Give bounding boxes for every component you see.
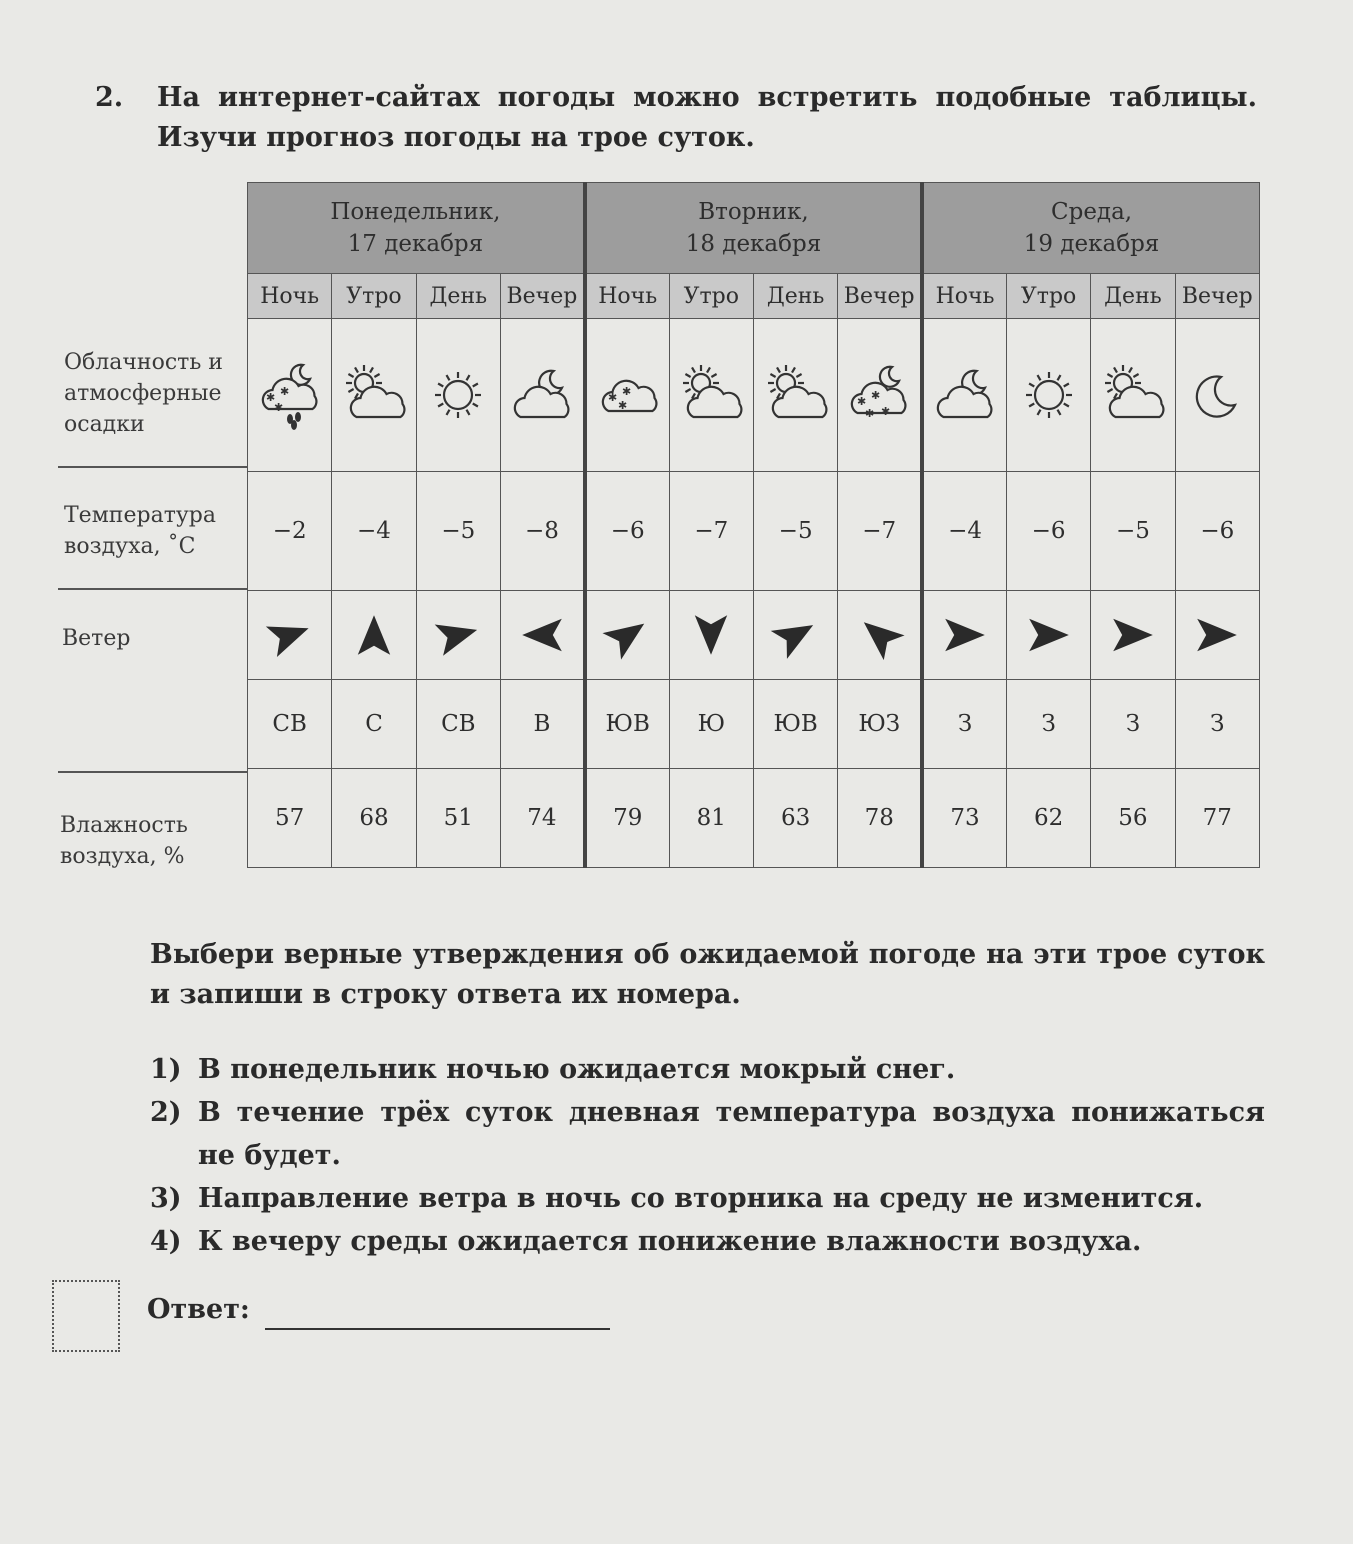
cloud-cell bbox=[838, 319, 922, 472]
cloud-cell bbox=[1006, 319, 1090, 472]
answer-label: Ответ: bbox=[147, 1294, 250, 1325]
part-header: Утро bbox=[1006, 274, 1090, 319]
row-label-wind: Ветер bbox=[62, 626, 131, 651]
moon-icon bbox=[1181, 359, 1253, 431]
sun-icon bbox=[1013, 359, 1085, 431]
cloud-cell bbox=[753, 319, 837, 472]
row-label-temp: Температура воздуха, ˚С bbox=[64, 503, 217, 559]
part-header: День bbox=[416, 274, 500, 319]
task-number: 2. bbox=[95, 82, 124, 113]
wind-arrow-cell bbox=[500, 591, 584, 680]
option-3: 3) Направление ветра в ночь со вторника на среду не изменится. bbox=[150, 1183, 1204, 1214]
wind-arrow-cell bbox=[416, 591, 500, 680]
svg-text:✱: ✱ bbox=[273, 401, 283, 414]
score-box bbox=[52, 1280, 120, 1352]
sun-icon bbox=[422, 359, 494, 431]
arrow-icon bbox=[769, 608, 823, 662]
svg-text:✱: ✱ bbox=[617, 399, 627, 412]
cloud-snow-icon bbox=[592, 359, 664, 431]
moon-cloud-icon bbox=[929, 359, 1001, 431]
wind-arrow-cell bbox=[922, 591, 1006, 680]
humidity-cell: 78 bbox=[838, 769, 922, 868]
humidity-cell: 62 bbox=[1006, 769, 1090, 868]
row-divider bbox=[58, 588, 248, 590]
cloud-cell bbox=[585, 319, 669, 472]
day-header bbox=[585, 183, 922, 274]
cloud-cell bbox=[922, 319, 1006, 472]
arrow-icon bbox=[684, 608, 738, 662]
wind-dir-cell: Ю bbox=[669, 680, 753, 769]
row-divider bbox=[58, 466, 248, 468]
part-header: Утро bbox=[669, 274, 753, 319]
answer-input-line[interactable] bbox=[265, 1328, 610, 1330]
wind-dir-cell: В bbox=[500, 680, 584, 769]
day-name: Вторник, bbox=[698, 199, 809, 225]
cloud-moon-snow-rain-icon bbox=[254, 359, 326, 431]
part-header: День bbox=[1091, 274, 1175, 319]
svg-text:✱: ✱ bbox=[265, 391, 275, 404]
wind-arrow-cell bbox=[1175, 591, 1259, 680]
svg-text:✱: ✱ bbox=[881, 405, 891, 418]
humidity-cell: 56 bbox=[1091, 769, 1175, 868]
humidity-cell: 51 bbox=[416, 769, 500, 868]
wind-dir-cell: СВ bbox=[248, 680, 332, 769]
options-list bbox=[150, 1048, 1265, 1263]
humidity-cell: 57 bbox=[248, 769, 332, 868]
cloud-cell bbox=[1175, 319, 1259, 472]
moon-cloud-icon bbox=[506, 359, 578, 431]
cloud-cell bbox=[1091, 319, 1175, 472]
cloud-moon-snow-icon bbox=[843, 359, 915, 431]
temp-cell: −8 bbox=[500, 472, 584, 591]
day-name: Среда, bbox=[1051, 199, 1133, 225]
row-divider bbox=[58, 771, 248, 773]
temp-cell: −6 bbox=[1006, 472, 1090, 591]
part-header: Утро bbox=[332, 274, 416, 319]
svg-text:✱: ✱ bbox=[279, 385, 289, 398]
option-4: 4) К вечеру среды ожидается понижение влажности воздуха. bbox=[150, 1226, 1142, 1257]
wind-dir-cell: СВ bbox=[416, 680, 500, 769]
wind-arrow-cell bbox=[838, 591, 922, 680]
svg-text:✱: ✱ bbox=[621, 385, 631, 398]
arrow-icon bbox=[1022, 608, 1076, 662]
temp-cell: −5 bbox=[416, 472, 500, 591]
arrow-icon bbox=[938, 608, 992, 662]
option-1: 1) В понедельник ночью ожидается мокрый снег. bbox=[150, 1054, 956, 1085]
humidity-cell: 68 bbox=[332, 769, 416, 868]
svg-text:✱: ✱ bbox=[857, 395, 867, 408]
wind-arrow-cell bbox=[753, 591, 837, 680]
arrow-icon bbox=[431, 608, 485, 662]
arrow-icon bbox=[1106, 608, 1160, 662]
row-label-humidity: Влажность воздуха, % bbox=[60, 813, 188, 869]
day-date: 19 декабря bbox=[1023, 231, 1160, 257]
wind-arrow-cell bbox=[669, 591, 753, 680]
wind-dir-cell: З bbox=[1006, 680, 1090, 769]
arrow-icon bbox=[263, 608, 317, 662]
cloud-cell bbox=[332, 319, 416, 472]
temp-cell: −2 bbox=[248, 472, 332, 591]
day-date: 17 декабря bbox=[347, 231, 484, 257]
humidity-cell: 73 bbox=[922, 769, 1006, 868]
temp-cell: −6 bbox=[1175, 472, 1259, 591]
humidity-cell: 74 bbox=[500, 769, 584, 868]
question-text: Выбери верные утверждения об ожидаемой погоде на эти трое суток и запиши в строку ответа их номера. bbox=[150, 939, 1265, 1010]
part-header: Ночь bbox=[248, 274, 332, 319]
sun-cloud-icon bbox=[760, 359, 832, 431]
svg-text:✱: ✱ bbox=[871, 389, 881, 402]
arrow-icon bbox=[515, 608, 569, 662]
wind-arrow-cell bbox=[332, 591, 416, 680]
forecast-table bbox=[247, 182, 1260, 868]
humidity-cell: 77 bbox=[1175, 769, 1259, 868]
temp-cell: −4 bbox=[332, 472, 416, 591]
arrow-icon bbox=[601, 608, 655, 662]
part-header: Вечер bbox=[838, 274, 922, 319]
temp-cell: −7 bbox=[669, 472, 753, 591]
part-header: Ночь bbox=[922, 274, 1006, 319]
sun-cloud-icon bbox=[338, 359, 410, 431]
arrow-icon bbox=[347, 608, 401, 662]
sun-cloud-icon bbox=[1097, 359, 1169, 431]
row-label-clouds: Облачность и атмосферные осадки bbox=[64, 350, 223, 437]
svg-text:✱: ✱ bbox=[607, 391, 617, 404]
part-header: Вечер bbox=[1175, 274, 1259, 319]
part-header: Ночь bbox=[585, 274, 669, 319]
arrow-icon bbox=[852, 608, 906, 662]
wind-dir-cell: ЮЗ bbox=[838, 680, 922, 769]
wind-dir-cell: С bbox=[332, 680, 416, 769]
cloud-cell bbox=[669, 319, 753, 472]
part-header: Вечер bbox=[500, 274, 584, 319]
wind-arrow-cell bbox=[248, 591, 332, 680]
arrow-icon bbox=[1190, 608, 1244, 662]
humidity-cell: 63 bbox=[753, 769, 837, 868]
day-header bbox=[248, 183, 585, 274]
humidity-cell: 79 bbox=[585, 769, 669, 868]
part-header: День bbox=[753, 274, 837, 319]
cloud-cell bbox=[500, 319, 584, 472]
wind-dir-cell: З bbox=[1175, 680, 1259, 769]
wind-arrow-cell bbox=[585, 591, 669, 680]
wind-arrow-cell bbox=[1091, 591, 1175, 680]
wind-arrow-cell bbox=[1006, 591, 1090, 680]
temp-cell: −5 bbox=[1091, 472, 1175, 591]
temp-cell: −6 bbox=[585, 472, 669, 591]
temp-cell: −5 bbox=[753, 472, 837, 591]
wind-dir-cell: З bbox=[1091, 680, 1175, 769]
day-name: Понедельник, bbox=[330, 199, 501, 225]
wind-dir-cell: З bbox=[922, 680, 1006, 769]
cloud-cell bbox=[248, 319, 332, 472]
day-date: 18 декабря bbox=[685, 231, 822, 257]
svg-text:✱: ✱ bbox=[865, 407, 875, 420]
temp-cell: −4 bbox=[922, 472, 1006, 591]
task-text: На интернет-сайтах погоды можно встретить подобные таблицы. Изучи прогноз погоды на трое суток. bbox=[157, 82, 1257, 153]
temp-cell: −7 bbox=[838, 472, 922, 591]
wind-dir-cell: ЮВ bbox=[753, 680, 837, 769]
humidity-cell: 81 bbox=[669, 769, 753, 868]
sun-cloud-icon bbox=[675, 359, 747, 431]
wind-dir-cell: ЮВ bbox=[585, 680, 669, 769]
day-header bbox=[922, 183, 1259, 274]
option-2: 2) В течение трёх суток дневная температура воздуха понижаться не будет. bbox=[150, 1097, 1265, 1171]
cloud-cell bbox=[416, 319, 500, 472]
